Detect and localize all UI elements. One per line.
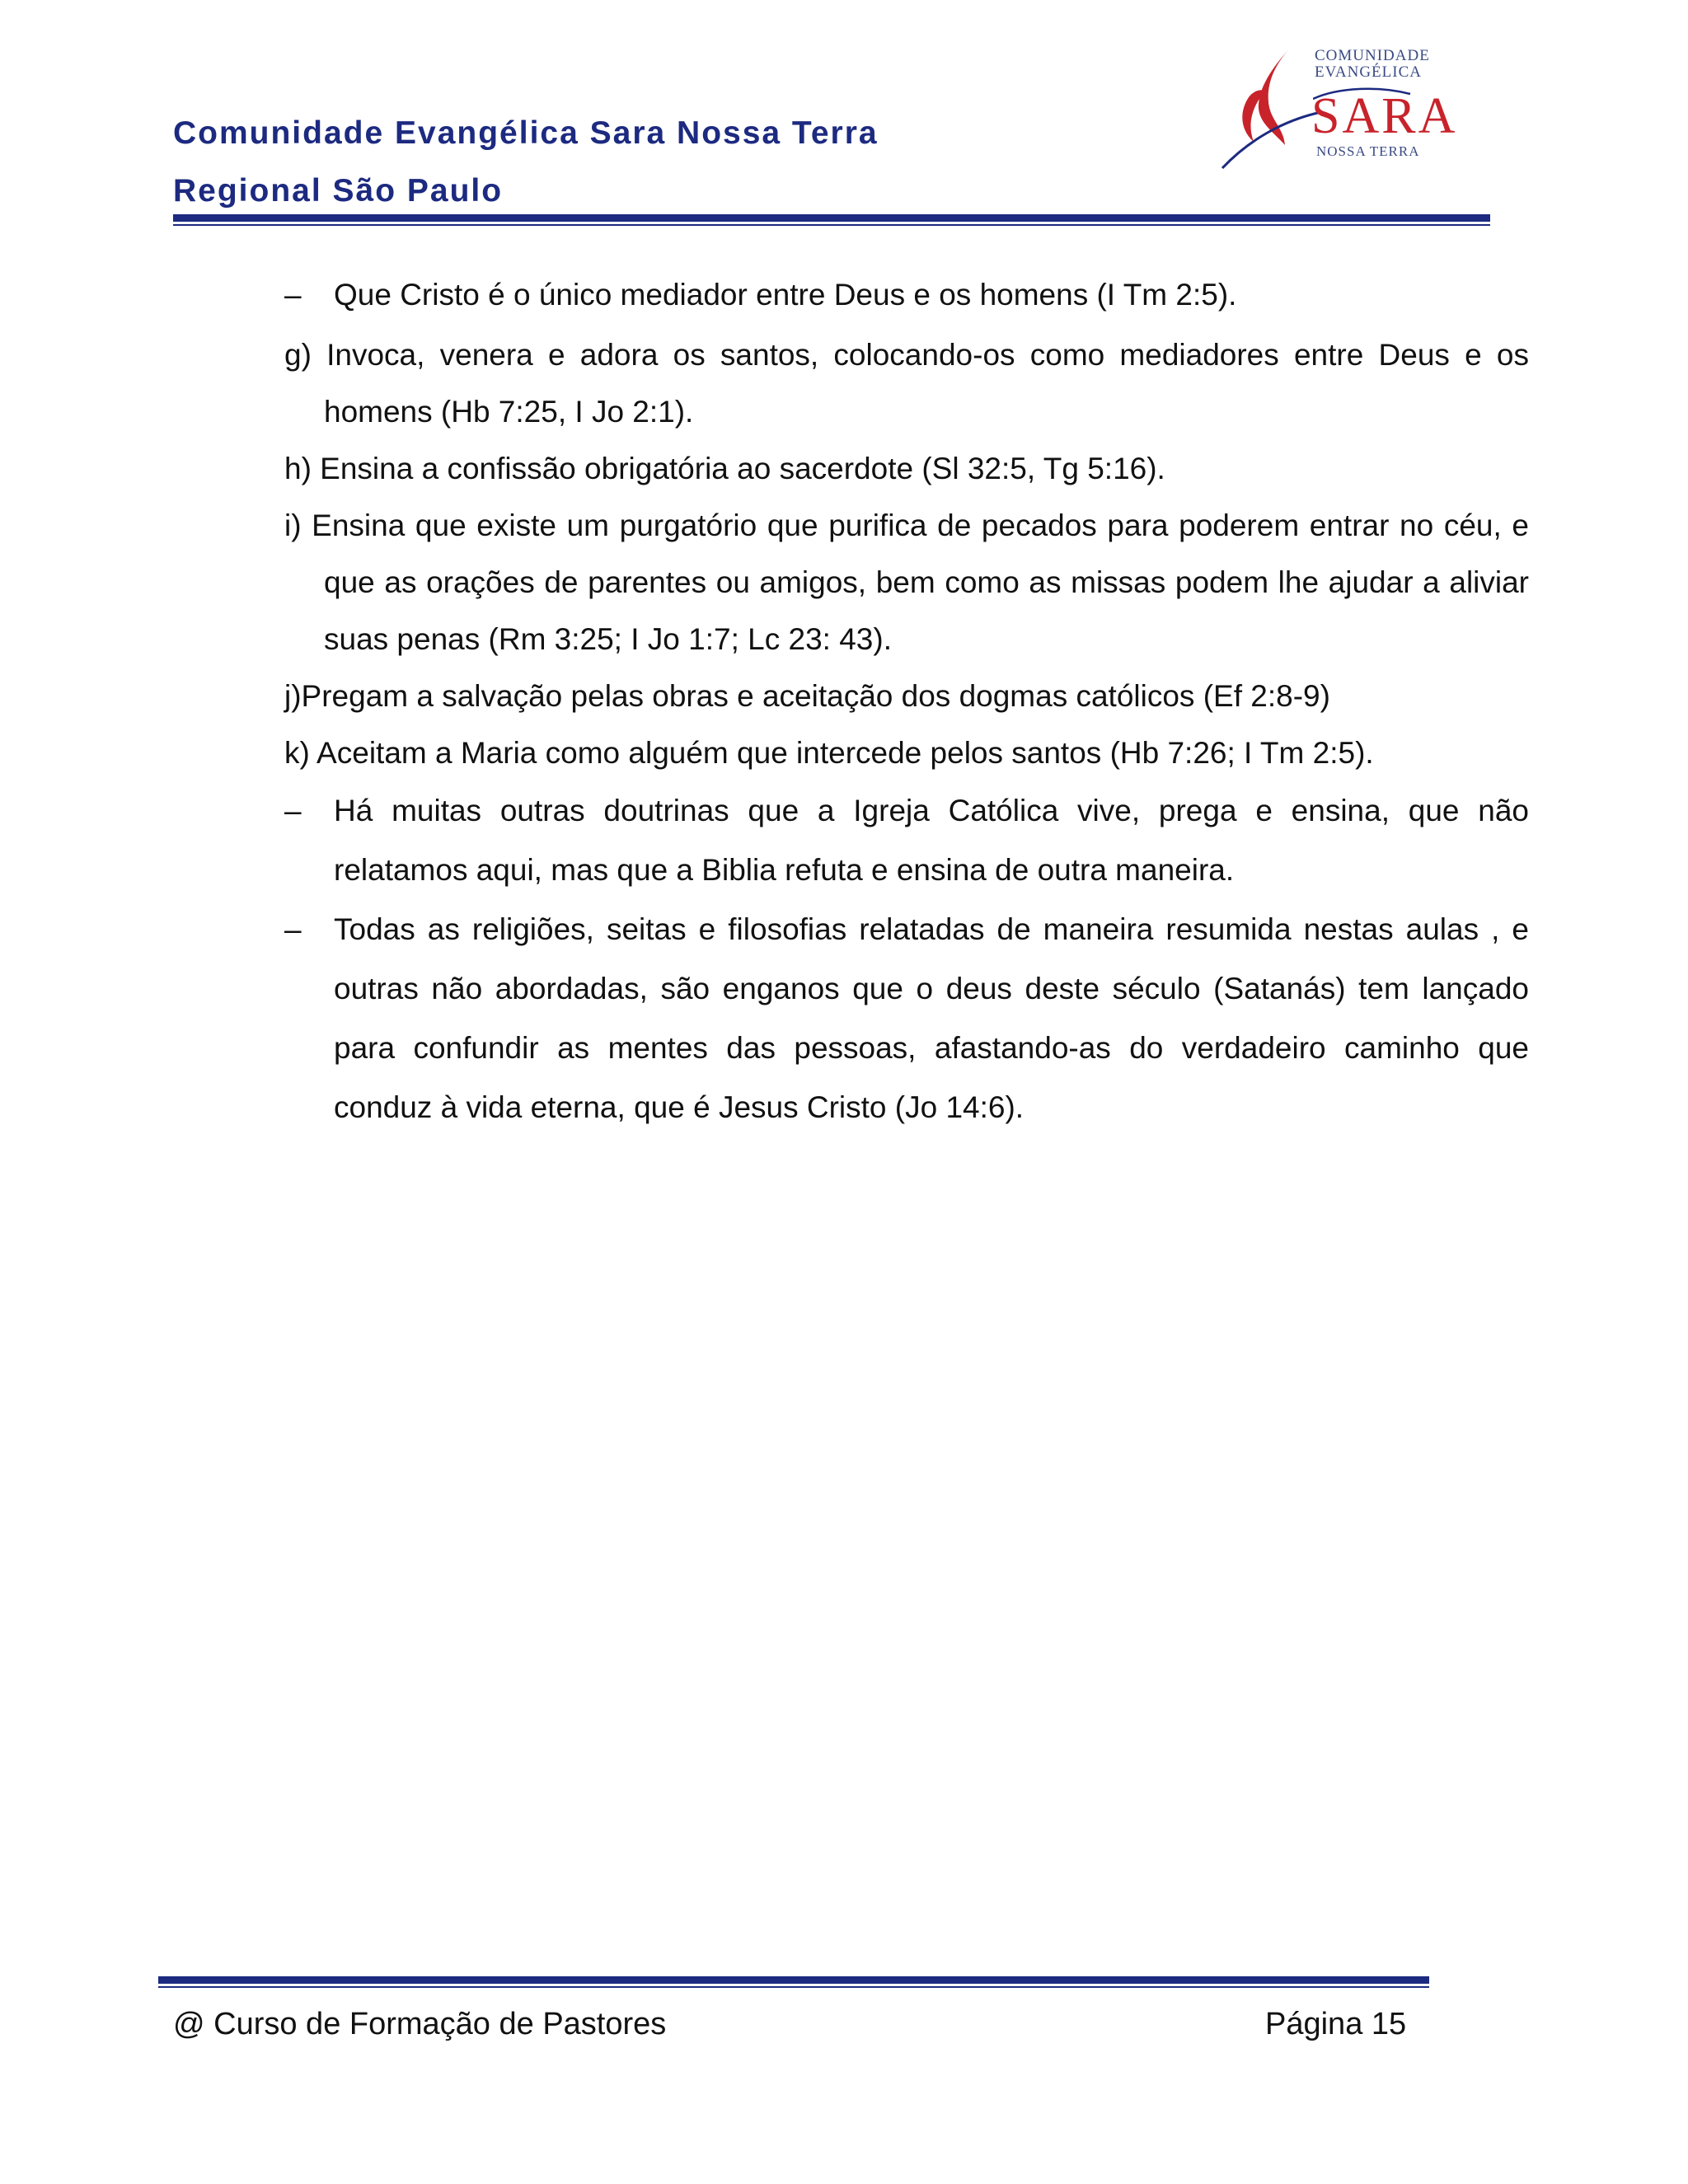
bullet-paragraph — [284, 781, 1529, 900]
list-item-j: j)Pregam a salvação pelas obras e aceitação dos dogmas católicos (Ef 2:8-9) — [284, 679, 1330, 713]
list-item-g: g) Invoca, venera e adora os santos, colocando-os como mediadores entre Deus e os homens (Hb 7:25, I Jo 2:1). — [284, 338, 1529, 429]
dash-marker: – — [284, 912, 302, 946]
list-item-i: i) Ensina que existe um purgatório que purifica de pecados para poderem entrar no céu, e que as orações de parentes ou amigos, bem como as missas podem lhe ajudar a aliviar suas penas (Rm 3:25; I Jo 1:7; Lc 23: 43). — [284, 509, 1529, 656]
paragraph-text: Todas as religiões, seitas e filosofias relatadas de maneira resumida nestas aulas , e outras não abordadas, são enganos que o deus deste século (Satanás) tem lançado para confundir as mentes das pessoas, afastando-as do verdadeiro caminho que conduz à vida eterna, que é Jesus Cristo (Jo 14:6). — [334, 912, 1529, 1124]
paragraph-text: Há muitas outras doutrinas que a Igreja Católica vive, prega e ensina, que não relatamos aqui, mas que a Biblia refuta e ensina de outra maneira. — [334, 794, 1529, 887]
footer-page-number: Página 15 — [1265, 2007, 1407, 2041]
bullet-paragraph — [284, 900, 1529, 1137]
footer-divider — [158, 1976, 1429, 1988]
paragraph-text: Que Cristo é o único mediador entre Deus e os homens (I Tm 2:5). — [334, 278, 1237, 312]
dash-marker: – — [284, 278, 302, 312]
list-item-h: h) Ensina a confissão obrigatória ao sacerdote (Sl 32:5, Tg 5:16). — [284, 452, 1165, 485]
logo-name: SARA — [1311, 88, 1458, 144]
logo-bottom-text: NOSSA TERRA — [1316, 143, 1420, 159]
flame-icon — [1216, 41, 1323, 173]
dash-marker: – — [284, 794, 302, 827]
header-church-name: Comunidade Evangélica Sara Nossa Terra — [173, 115, 879, 151]
list-item-k: k) Aceitam a Maria como alguém que intercede pelos santos (Hb 7:26; I Tm 2:5). — [284, 736, 1374, 770]
header-regional: Regional São Paulo — [173, 173, 504, 209]
church-logo — [1216, 41, 1458, 173]
footer-course-title: @ Curso de Formação de Pastores — [173, 2007, 667, 2041]
document-body — [284, 265, 1529, 1137]
bullet-paragraph — [284, 265, 1529, 325]
logo-top-text: COMUNIDADE EVANGÉLICA — [1315, 47, 1430, 81]
header-divider — [173, 214, 1490, 226]
